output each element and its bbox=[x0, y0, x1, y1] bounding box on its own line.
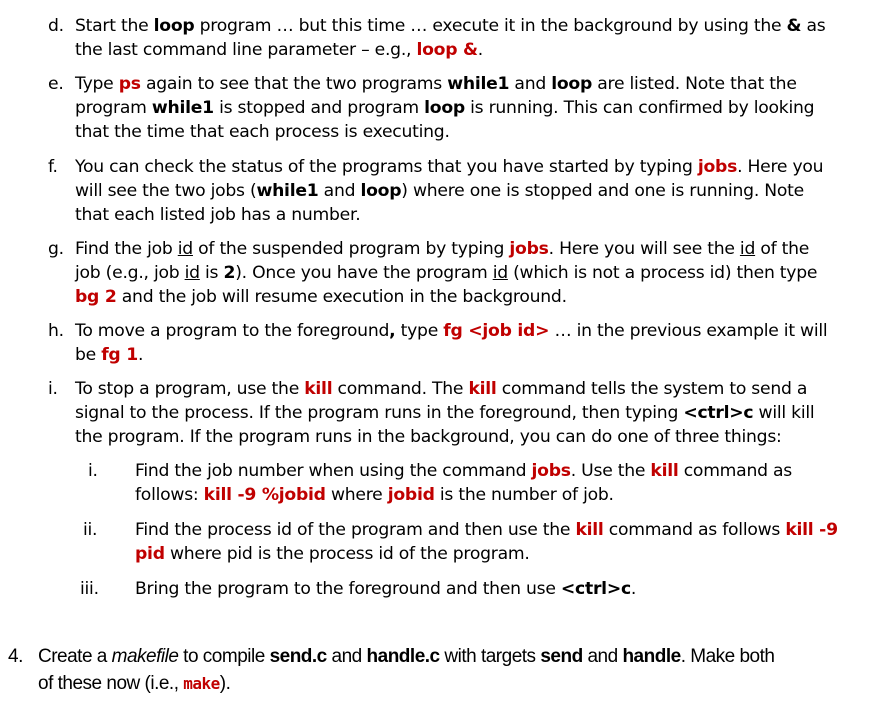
text: . Make both bbox=[680, 646, 775, 667]
emphasis-text: , bbox=[389, 321, 396, 341]
text-line bbox=[75, 155, 823, 179]
item-label: h. bbox=[48, 321, 64, 341]
text: the program. If the program runs in the background, you can do one of three things: bbox=[75, 427, 782, 447]
text: is the number of job. bbox=[434, 485, 614, 505]
text-line bbox=[75, 377, 807, 401]
emphasis-text: send.c bbox=[269, 646, 327, 667]
text-line bbox=[135, 577, 636, 601]
command-text: fg 1 bbox=[101, 345, 138, 365]
item-label: 4. bbox=[8, 646, 23, 667]
emphasis-text: while1 bbox=[151, 98, 214, 118]
emphasis-text: loop bbox=[424, 98, 465, 118]
text-line bbox=[75, 72, 797, 96]
emphasis-text: & bbox=[786, 16, 802, 36]
text: Bring the program to the foreground and then use bbox=[135, 579, 561, 599]
text: . bbox=[137, 345, 144, 365]
text-line bbox=[75, 179, 804, 203]
emphasis-text: 2 bbox=[223, 263, 236, 283]
text: and bbox=[582, 646, 623, 667]
text: To move a program to the foreground bbox=[75, 321, 390, 341]
text-line bbox=[75, 343, 143, 367]
command-text: jobs bbox=[509, 239, 549, 259]
text: ). bbox=[219, 673, 231, 694]
text: To stop a program, use the bbox=[75, 379, 305, 399]
emphasis-text: send bbox=[540, 646, 583, 667]
text-line bbox=[75, 14, 825, 38]
command-text: kill bbox=[304, 379, 333, 399]
text-line bbox=[75, 96, 814, 120]
emphasis-text: id bbox=[492, 263, 508, 283]
item-label: i. bbox=[88, 461, 98, 481]
item-label: iii. bbox=[80, 579, 99, 599]
item-label: d. bbox=[48, 16, 64, 36]
text-line bbox=[135, 483, 614, 507]
emphasis-text: handle.c bbox=[366, 646, 440, 667]
command-text: jobid bbox=[387, 485, 435, 505]
command-text: loop & bbox=[416, 40, 478, 60]
text-line bbox=[75, 120, 450, 144]
text-line bbox=[75, 401, 814, 425]
text-line bbox=[75, 261, 817, 285]
text: command as bbox=[678, 461, 792, 481]
text: ). Once you have the program bbox=[235, 263, 493, 283]
text-line bbox=[75, 38, 483, 62]
text: program bbox=[75, 98, 152, 118]
text-line bbox=[75, 203, 360, 227]
text-line bbox=[75, 319, 827, 343]
text: Find the job bbox=[75, 239, 178, 259]
emphasis-text: while1 bbox=[256, 181, 319, 201]
text: (which is not a process id) then type bbox=[507, 263, 818, 283]
text: that each listed job has a number. bbox=[75, 205, 361, 225]
command-text: ps bbox=[118, 74, 141, 94]
text: the last command line parameter – e.g., bbox=[75, 40, 417, 60]
text: is running. This can confirmed by looking bbox=[464, 98, 815, 118]
command-text: kill -9 %jobid bbox=[203, 485, 326, 505]
text: as bbox=[801, 16, 826, 36]
text: job (e.g., job bbox=[75, 263, 185, 283]
text: … in the previous example it will bbox=[549, 321, 828, 341]
text: Create a bbox=[38, 646, 112, 667]
text-line bbox=[135, 459, 792, 483]
text: where bbox=[325, 485, 388, 505]
text: . Here you bbox=[737, 157, 824, 177]
text: command. The bbox=[332, 379, 469, 399]
emphasis-text: <ctrl>c bbox=[560, 579, 631, 599]
text: is stopped and program bbox=[213, 98, 425, 118]
item-label: g. bbox=[48, 239, 64, 259]
text: of the suspended program by typing bbox=[192, 239, 510, 259]
text: of these now (i.e., bbox=[38, 673, 184, 694]
text: with targets bbox=[439, 646, 541, 667]
text: to compile bbox=[178, 646, 270, 667]
text: ) where one is stopped and one is running. Note bbox=[401, 181, 804, 201]
text: Find the job number when using the command bbox=[135, 461, 532, 481]
command-text: bg 2 bbox=[75, 287, 117, 307]
text-line bbox=[135, 542, 530, 566]
text: and bbox=[326, 646, 367, 667]
emphasis-text: handle bbox=[622, 646, 681, 667]
text: You can check the status of the programs that you have started by typing bbox=[75, 157, 698, 177]
emphasis-text: id bbox=[177, 239, 193, 259]
command-text: fg <job id> bbox=[443, 321, 550, 341]
item-label: i. bbox=[48, 379, 58, 399]
text: Start the bbox=[75, 16, 154, 36]
command-text: kill bbox=[468, 379, 497, 399]
text: type bbox=[395, 321, 444, 341]
text: of the bbox=[755, 239, 810, 259]
emphasis-text: loop bbox=[153, 16, 195, 36]
emphasis-text: loop bbox=[360, 181, 402, 201]
text-line bbox=[135, 518, 838, 542]
text: . bbox=[630, 579, 637, 599]
text: again to see that the two programs bbox=[140, 74, 448, 94]
text: command as follows bbox=[603, 520, 786, 540]
item-label: f. bbox=[48, 157, 58, 177]
text: where pid is the process id of the program. bbox=[164, 544, 530, 564]
command-text: jobs bbox=[531, 461, 571, 481]
command-text: kill -9 bbox=[785, 520, 838, 540]
text: that the time that each process is executing. bbox=[75, 122, 450, 142]
text: and bbox=[318, 181, 361, 201]
text-line bbox=[75, 425, 782, 449]
text-line bbox=[75, 237, 809, 261]
emphasis-text: id bbox=[184, 263, 200, 283]
text: . Here you will see the bbox=[548, 239, 740, 259]
item-label: ii. bbox=[83, 520, 98, 540]
text: and bbox=[509, 74, 552, 94]
emphasis-text: id bbox=[739, 239, 756, 259]
text: . Use the bbox=[570, 461, 651, 481]
text: program … but this time … execute it in the background by using the bbox=[194, 16, 787, 36]
text: will kill bbox=[753, 403, 815, 423]
text-line bbox=[38, 672, 230, 696]
command-text: pid bbox=[135, 544, 165, 564]
text: Type bbox=[75, 74, 119, 94]
text: be bbox=[75, 345, 102, 365]
text: signal to the process. If the program runs in the foreground, then typing bbox=[75, 403, 684, 423]
command-text: kill bbox=[575, 520, 604, 540]
text: . bbox=[477, 40, 483, 60]
text: follows: bbox=[135, 485, 204, 505]
text-line bbox=[75, 285, 567, 309]
command-text: kill bbox=[650, 461, 679, 481]
emphasis-text: while1 bbox=[447, 74, 510, 94]
emphasis-text: <ctrl>c bbox=[683, 403, 754, 423]
command-text: make bbox=[183, 674, 220, 693]
text-line bbox=[38, 645, 774, 669]
text: will see the two jobs ( bbox=[75, 181, 257, 201]
emphasis-text: loop bbox=[551, 74, 593, 94]
text: are listed. Note that the bbox=[592, 74, 797, 94]
text: Find the process id of the program and then use the bbox=[135, 520, 576, 540]
command-text: jobs bbox=[697, 157, 738, 177]
text: is bbox=[199, 263, 224, 283]
text: command tells the system to send a bbox=[496, 379, 808, 399]
text: and the job will resume execution in the background. bbox=[116, 287, 567, 307]
item-label: e. bbox=[48, 74, 64, 94]
emphasis-text: makefile bbox=[111, 646, 179, 667]
